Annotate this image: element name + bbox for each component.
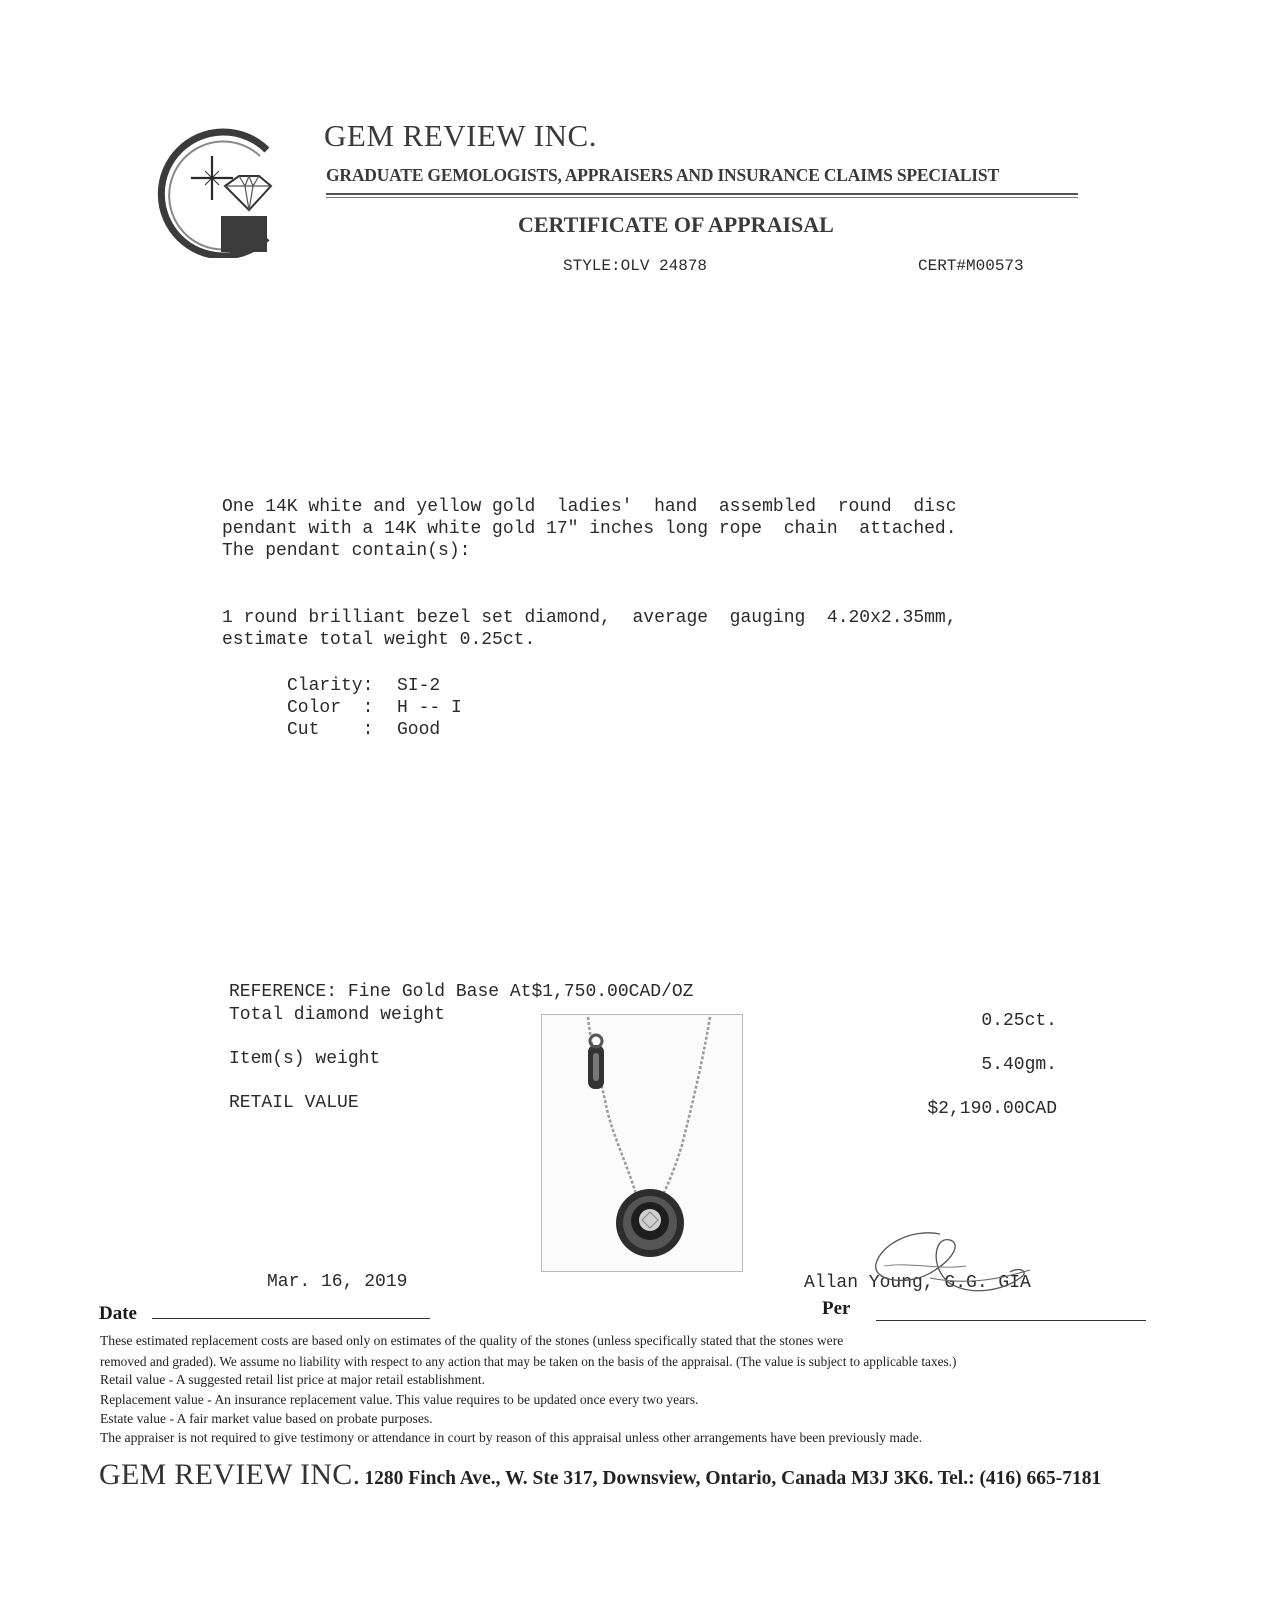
item-weight-value: 5.40gm. — [981, 1055, 1057, 1075]
gold-base-reference: REFERENCE: Fine Gold Base At$1,750.00CAD/OZ — [229, 982, 694, 1002]
clarity-label: Clarity: — [287, 676, 374, 696]
pendant-photo-icon — [541, 1014, 743, 1272]
retail-value: $2,190.00CAD — [927, 1099, 1057, 1119]
gem-review-logo-icon — [155, 128, 275, 258]
footer — [99, 1458, 1101, 1492]
per-signature-line — [876, 1320, 1146, 1321]
company-name: GEM REVIEW INC. — [324, 118, 597, 153]
item-weight-label: Item(s) weight — [229, 1049, 381, 1069]
description-line-2: pendant with a 14K white gold 17" inches long rope chain attached. — [222, 519, 957, 539]
cut-label: Cut : — [287, 720, 374, 740]
retail-value-label: RETAIL VALUE — [229, 1093, 359, 1113]
appraisal-date: Mar. 16, 2019 — [267, 1272, 408, 1292]
description-line-1: One 14K white and yellow gold ladies' hand assembled round disc — [222, 497, 957, 517]
disclaimer-line-1: These estimated replacement costs are based only on estimates of the quality of the stones (unless specifically stated that the stones were — [100, 1333, 844, 1348]
company-tagline: GRADUATE GEMOLOGISTS, APPRAISERS AND INSURANCE CLAIMS SPECIALIST — [326, 165, 999, 185]
footer-company-name: GEM REVIEW INC. — [99, 1458, 361, 1491]
disclaimer-line-2: removed and graded). We assume no liability with respect to any action that may be taken on the basis of the appraisal. (The value is subject to applicable taxes.) — [100, 1354, 957, 1369]
cut-value: Good — [397, 720, 441, 740]
stone-description-line-1: 1 round brilliant bezel set diamond, average gauging 4.20x2.35mm, — [222, 608, 957, 628]
appraiser-name: Allan Young, G.G. GIA — [804, 1273, 1031, 1293]
disclaimer-line-4: Replacement value - An insurance replacement value. This value requires to be updated once every two years. — [100, 1392, 699, 1407]
disclaimer-line-5: Estate value - A fair market value based on probate purposes. — [100, 1411, 433, 1426]
certificate-number: CERT#M00573 — [918, 257, 1024, 275]
per-label: Per — [822, 1298, 851, 1319]
certificate-title: CERTIFICATE OF APPRAISAL — [518, 212, 834, 237]
diamond-weight-label: Total diamond weight — [229, 1005, 446, 1025]
color-value: H -- I — [397, 698, 462, 718]
footer-address: 1280 Finch Ave., W. Ste 317, Downsview, Ontario, Canada M3J 3K6. Tel.: (416) 665-7181 — [364, 1468, 1102, 1489]
handwritten-signature-icon — [870, 1226, 1050, 1306]
header-divider-thin — [326, 197, 1078, 198]
disclaimer-line-6: The appraiser is not required to give testimony or attendance in court by reason of this appraisal unless other arrangements have been previously made. — [100, 1430, 923, 1445]
date-label: Date — [99, 1303, 137, 1324]
disclaimer-line-3: Retail value - A suggested retail list price at major retail establishment. — [100, 1372, 486, 1387]
description-line-3: The pendant contain(s): — [222, 541, 471, 561]
stone-description-line-2: estimate total weight 0.25ct. — [222, 630, 536, 650]
clarity-value: SI-2 — [397, 676, 441, 696]
header-divider — [326, 193, 1078, 195]
date-signature-line — [152, 1318, 430, 1319]
diamond-weight-value: 0.25ct. — [981, 1011, 1057, 1031]
color-label: Color : — [287, 698, 374, 718]
style-number: STYLE:OLV 24878 — [563, 257, 708, 275]
